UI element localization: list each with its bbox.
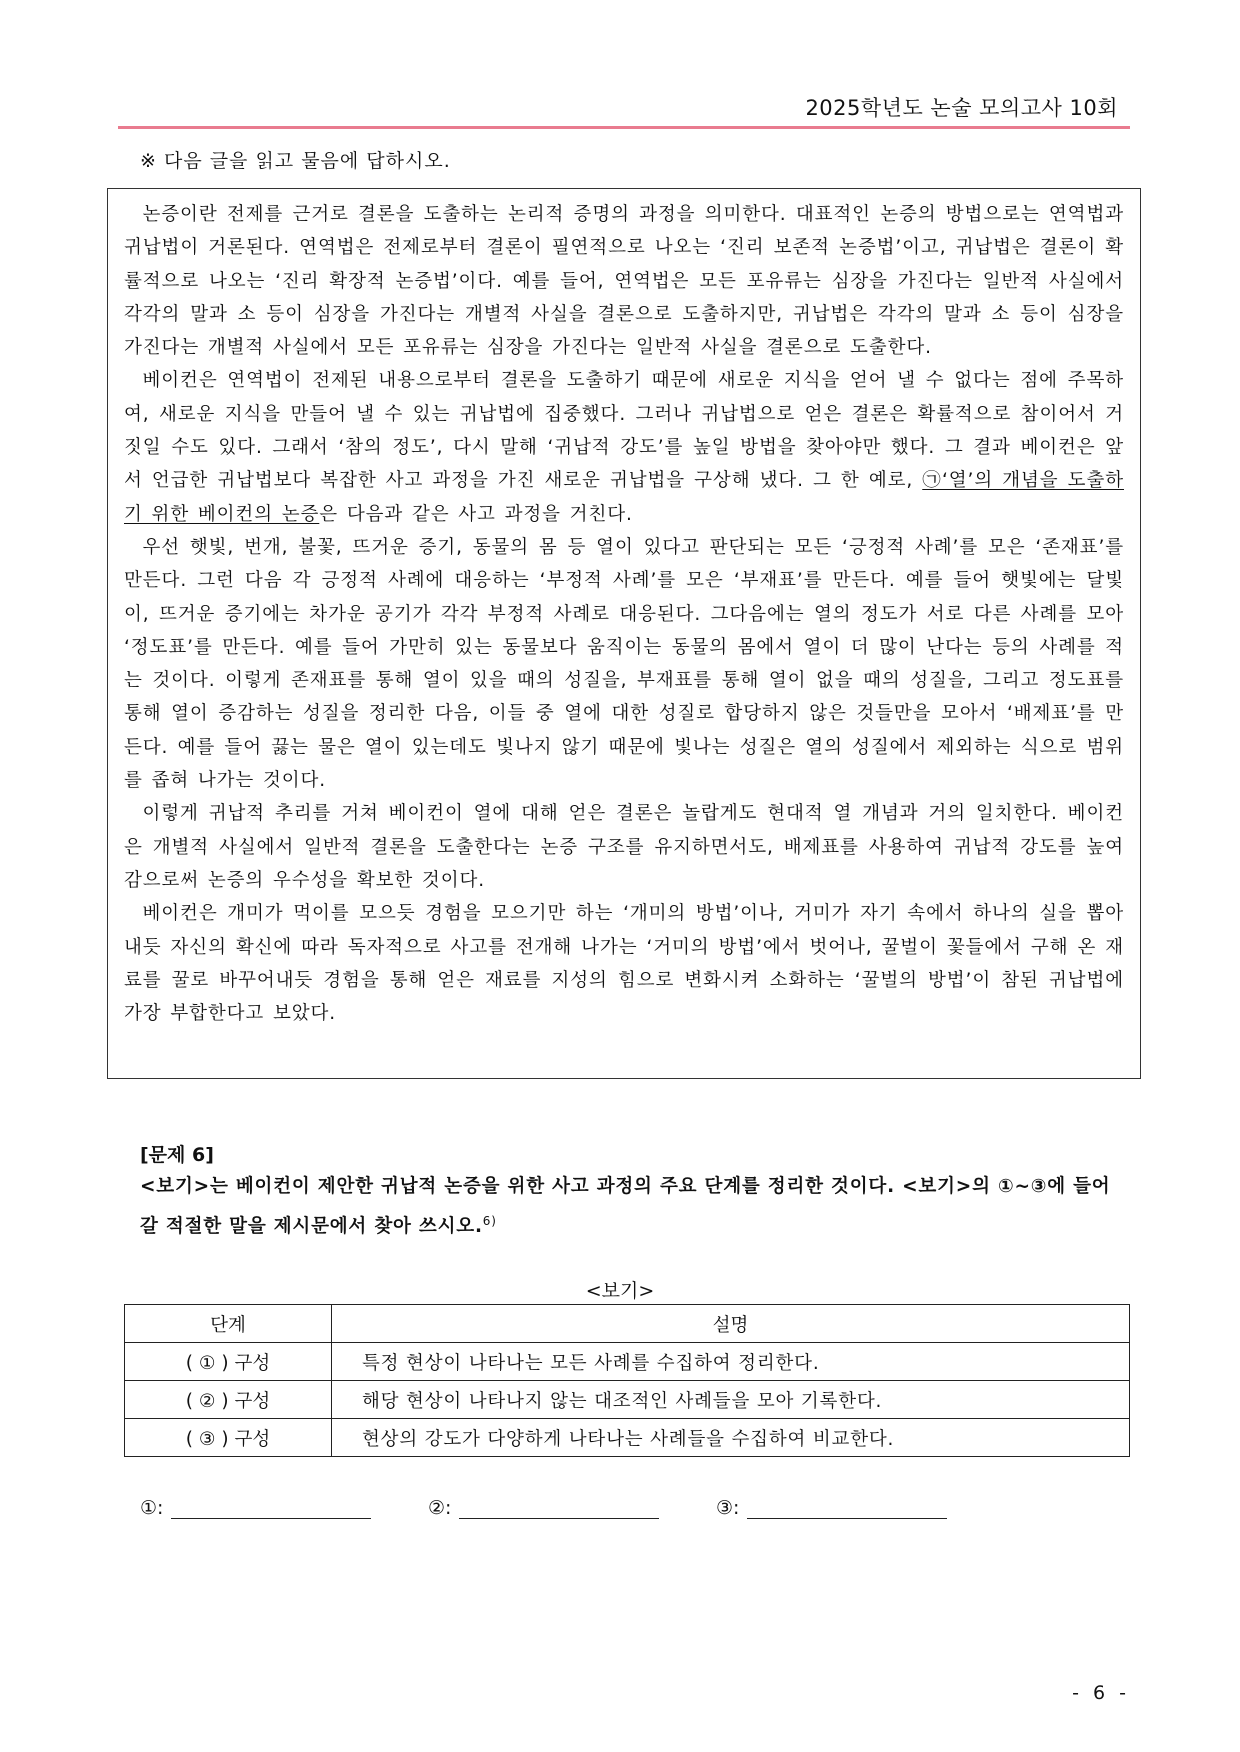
passage-paragraph-2-text-a: 베이컨은 연역법이 전제된 내용으로부터 결론을 도출하기 때문에 새로운 지식을 얻어 낼 수 없다는 점에 주목하여, 새로운 지식을 만들어 낼 수 있는 귀납법에 집중했다. 그러나 귀납법으로 얻은 결론은 확률적으로 참이어서 거짓일 수도 있다. 그래서 ‘참의 정도’, 다시 말해 ‘귀납적 강도’를 높일 방법을 찾아야만 했다. 그 결과 베이컨은 앞서 언급한 귀납법보다 복잡한 사고 과정을 가진 새로운 귀납법을 구상해 냈다. 그 한 예로, — [124, 370, 1124, 492]
bogi-desc-3: 현상의 강도가 다양하게 나타나는 사례들을 수집하여 비교한다. — [332, 1419, 1130, 1457]
passage-paragraph-2-text-b: 은 다음과 같은 사고 과정을 거친다. — [319, 503, 633, 525]
passage-paragraph-3: 우선 햇빛, 번개, 불꽃, 뜨거운 증기, 동물의 몸 등 열이 있다고 판단되는 모든 ‘긍정적 사례’를 모은 ‘존재표’를 만든다. 그런 다음 각 긍정적 사례에 대응하는 ‘부정적 사례’를 모은 ‘부재표’를 만든다. 예를 들어 햇빛에는 달빛이, 뜨거운 증기에는 차가운 공기가 각각 부정적 사례로 대응된다. 그다음에는 열의 정도가 서로 다른 사례를 모아 ‘정도표’를 만든다. 예를 들어 가만히 있는 동물보다 움직이는 동물의 몸에서 열이 더 많이 난다는 등의 사례를 적는 것이다. 이렇게 존재표를 통해 열이 있을 때의 성질을, 부재표를 통해 열이 없을 때의 성질을, 그리고 정도표를 통해 열이 증감하는 성질을 정리한 다음, 이들 중 열에 대한 성질로 합당하지 않은 것들만을 모아서 ‘배제표’를 만든다. 예를 들어 끓는 물은 열이 있는데도 빛나지 않기 때문에 빛나는 성질은 열의 성질에서 제외하는 식으로 범위를 좁혀 나가는 것이다. — [124, 536, 1124, 792]
question-text — [140, 1170, 1126, 1244]
header-title: 2025학년도 논술 모의고사 10회 — [805, 96, 1118, 120]
instruction-text: ※ 다음 글을 읽고 물음에 답하시오. — [140, 150, 451, 172]
bogi-step-3: ( ③ ) 구성 — [125, 1419, 332, 1457]
bogi-header-row — [125, 1305, 1130, 1343]
passage-paragraph-1: 논증이란 전제를 근거로 결론을 도출하는 논리적 증명의 과정을 의미한다. 대표적인 논증의 방법으로는 연역법과 귀납법이 거론된다. 연역법은 전제로부터 결론이 필연적으로 나오는 ‘진리 보존적 논증법’이고, 귀납법은 결론이 확률적으로 나오는 ‘진리 확장적 논증법’이다. 예를 들어, 연역법은 모든 포유류는 심장을 가진다는 일반적 사실에서 각각의 말과 소 등이 심장을 가진다는 개별적 사실을 결론으로 도출하지만, 귀납법은 각각의 말과 소 등이 심장을 가진다는 개별적 사실에서 모든 포유류는 심장을 가진다는 일반적 사실을 결론으로 도출한다. — [124, 204, 1124, 359]
bogi-header-step: 단계 — [125, 1305, 332, 1343]
bogi-desc-1: 특정 현상이 나타나는 모든 사례를 수집하여 정리한다. — [332, 1343, 1130, 1381]
passage-paragraph-5: 베이컨은 개미가 먹이를 모으듯 경험을 모으기만 하는 ‘개미의 방법’이나, 거미가 자기 속에서 하나의 실을 뽑아내듯 자신의 확신에 따라 독자적으로 사고를 전개해 나가는 ‘거미의 방법’에서 벗어나, 꿀벌이 꽃들에서 구해 온 재료를 꿀로 바꾸어내듯 경험을 통해 얻은 재료를 지성의 힘으로 변화시켜 소화하는 ‘꿀벌의 방법’이 참된 귀납법에 가장 부합한다고 보았다. — [124, 903, 1124, 1025]
passage-box — [107, 188, 1141, 1079]
page-number: - 6 - — [1072, 1682, 1130, 1704]
passage-underlined-phrase: ㉠‘열’의 개념을 도출하기 위한 베이컨의 논증 — [124, 470, 1124, 525]
answer-2 — [428, 1497, 659, 1519]
passage-paragraph-2 — [124, 364, 1124, 530]
header-divider — [118, 126, 1130, 129]
answer-1-label: ①: — [140, 1497, 164, 1519]
bogi-row — [125, 1343, 1130, 1381]
question-footnote: 6) — [482, 1214, 497, 1228]
bogi-desc-2: 해당 현상이 나타나지 않는 대조적인 사례들을 모아 기록한다. — [332, 1381, 1130, 1419]
answer-2-label: ②: — [428, 1497, 452, 1519]
question-label: [문제 6] — [140, 1144, 214, 1166]
question-prompt: <보기>는 베이컨이 제안한 귀납적 논증을 위한 사고 과정의 주요 단계를 정리한 것이다. <보기>의 ①~③에 들어갈 적절한 말을 제시문에서 찾아 쓰시오. — [140, 1176, 1111, 1238]
bogi-step-1: ( ① ) 구성 — [125, 1343, 332, 1381]
bogi-row — [125, 1419, 1130, 1457]
answer-2-blank[interactable] — [459, 1498, 659, 1519]
answer-area — [0, 1497, 1240, 1527]
answer-1-blank[interactable] — [171, 1498, 371, 1519]
answer-1 — [140, 1497, 371, 1519]
passage-paragraph-4: 이렇게 귀납적 추리를 거쳐 베이컨이 열에 대해 얻은 결론은 놀랍게도 현대적 열 개념과 거의 일치한다. 베이컨은 개별적 사실에서 일반적 결론을 도출한다는 논증 구조를 유지하면서도, 배제표를 사용하여 귀납적 강도를 높여 감으로써 논증의 우수성을 확보한 것이다. — [124, 803, 1124, 891]
answer-3-label: ③: — [716, 1497, 740, 1519]
bogi-step-2: ( ② ) 구성 — [125, 1381, 332, 1419]
bogi-header-desc: 설명 — [332, 1305, 1130, 1343]
bogi-caption: <보기> — [585, 1280, 655, 1302]
bogi-row — [125, 1381, 1130, 1419]
answer-3-blank[interactable] — [747, 1498, 947, 1519]
answer-3 — [716, 1497, 947, 1519]
bogi-table — [124, 1304, 1130, 1457]
